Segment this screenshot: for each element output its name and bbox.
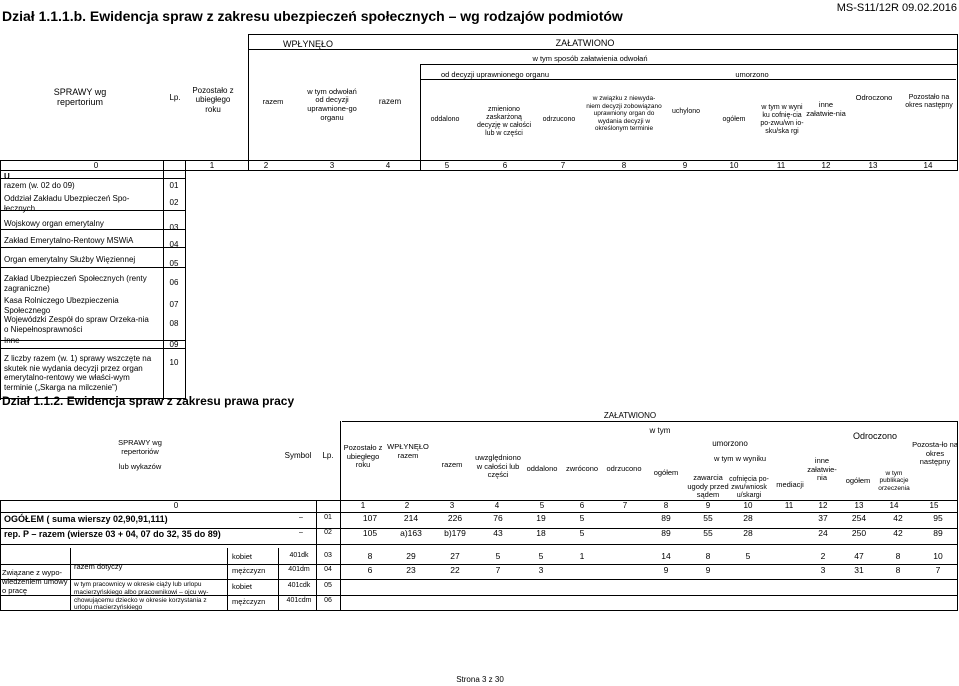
t2-cell: 105 <box>362 528 378 538</box>
t2-cell: 18 <box>536 528 546 538</box>
t1-row-label: Zakład Emerytalno-Rentowy MSWiA <box>4 236 134 245</box>
hdr-odroczono: Odroczono <box>855 92 893 102</box>
t2-cell: 47 <box>854 551 864 561</box>
t2-cell: b)179 <box>444 528 466 538</box>
hdr-wtym-odwolan: w tym odwołań od decyzji uprawnione-go organu <box>307 86 357 122</box>
t1-row-lp: 09 <box>169 340 179 349</box>
t1-col-number: 9 <box>682 161 688 170</box>
t2-cell: 55 <box>703 528 713 538</box>
t2-cell: 9 <box>705 565 711 575</box>
hdr-lp: Lp. <box>169 93 181 103</box>
t1-row-label: Inne <box>4 336 20 345</box>
t2-col-number: 12 <box>818 501 828 510</box>
t1-col-number: 10 <box>729 161 739 170</box>
page-number: Strona 3 z 30 <box>456 675 504 684</box>
t2-cell: 8 <box>895 565 901 575</box>
t2-row-lp: 05 <box>324 582 332 589</box>
hdr-razem-2: razem <box>378 97 402 107</box>
t1-col-number: 13 <box>868 161 878 170</box>
t2-row-lp: 02 <box>324 529 332 536</box>
t2-cell: 43 <box>493 528 503 538</box>
t2-hdr-inne: inne załatwie-nia <box>807 456 837 483</box>
t2-cell: 3 <box>820 565 826 575</box>
t1-col-number: 1 <box>209 161 215 170</box>
t1-row-label: Wojewódzki Zespół do spraw Orzeka-nia o Niepełnosprawności <box>4 315 149 334</box>
t2-cell: 42 <box>893 513 903 523</box>
t2-cell: 226 <box>447 513 463 523</box>
t1-col-number: 11 <box>776 161 786 170</box>
t1-col-number: 8 <box>621 161 627 170</box>
hdr-oddalono: oddalono <box>430 115 460 123</box>
t2-cell: 37 <box>818 513 828 523</box>
t2-cell: 89 <box>933 528 943 538</box>
t2-sub-dotyczy: razem dotyczy <box>74 562 123 571</box>
t2-row-symbol: 401cdk <box>287 582 311 589</box>
hdr-inne: inne załatwie-nia <box>806 100 846 118</box>
line <box>0 500 958 501</box>
t2-cell: 42 <box>893 528 903 538</box>
t2-cell: 89 <box>661 513 671 523</box>
t2-col-number: 14 <box>889 501 899 510</box>
t2-cell: 1 <box>579 551 585 561</box>
t2-side-group: Związane z wypo-wiedzeniem umowy o pracę <box>2 568 68 595</box>
t2-cell: 28 <box>743 528 753 538</box>
t2-cell: 7 <box>495 565 501 575</box>
t2-cell: 8 <box>705 551 711 561</box>
t2-cell: 8 <box>367 551 373 561</box>
t2-cell: 5 <box>579 513 585 523</box>
hdr-pozostalo-next: Pozostało na okres następny <box>905 93 953 109</box>
group-zalatwiono: ZAŁATWIONO <box>555 38 615 48</box>
t2-col-number: 5 <box>539 501 545 510</box>
t2-cell: 23 <box>406 565 416 575</box>
t1-row-lp: 08 <box>169 319 179 328</box>
t2-cell: 5 <box>495 551 501 561</box>
t2-cell: 28 <box>743 513 753 523</box>
t2-col-number: 2 <box>404 501 410 510</box>
t2-row-label: kobiet <box>232 582 253 591</box>
t2-cell: 5 <box>579 528 585 538</box>
t1-col-number: 14 <box>923 161 933 170</box>
hdr-sprawy: SPRAWY wg repertorium <box>53 86 107 107</box>
t2-hdr-oddalono: oddalono <box>526 463 558 473</box>
t2-col-number: 7 <box>622 501 628 510</box>
t2-row-label: OGÓŁEM ( suma wierszy 02,90,91,111) <box>4 514 168 524</box>
t2-cell: 31 <box>854 565 864 575</box>
hdr-ogolem: ogółem <box>722 115 746 123</box>
t1-row-label: Organ emerytalny Służby Więziennej <box>4 255 136 264</box>
t2-cell: 22 <box>450 565 460 575</box>
hdr-zw-niewydaniem: w związku z niewyda-niem decyzji zobowiązano uprawniony organ do wydania decyzji w określonym terminie <box>586 95 662 133</box>
line <box>957 421 958 610</box>
form-code: MS-S11/12R 09.02.2016 <box>836 2 957 14</box>
t2-col-number: 11 <box>784 501 794 510</box>
t1-row-label: Z liczby razem (w. 1) sprawy wszczęte na skutek nie wydania decyzji przez organ emerytalno-rentowy we właści-wym terminie („Skarga na milczenie”) <box>4 354 152 392</box>
t2-row-symbol: 401dk <box>289 552 309 559</box>
t2-row-symbol: 401dm <box>288 566 310 573</box>
t1-row-lp: 01 <box>169 181 179 190</box>
hdr-zmieniono: zmieniono zaskarżoną decyzję w całości lub w części <box>476 105 532 138</box>
t2-hdr-ugody: zawarcia ugody przed sądem <box>687 473 729 500</box>
t2-group-umorzono: umorzono <box>712 439 748 448</box>
t2-row-label: mężczyzn <box>232 566 266 575</box>
t2-cell: 76 <box>493 513 503 523</box>
t2-row-symbol: – <box>299 529 303 536</box>
t2-cell: 6 <box>367 565 373 575</box>
t1-col-number: 4 <box>385 161 391 170</box>
t1-col-number: 3 <box>329 161 335 170</box>
t2-cell: 27 <box>450 551 460 561</box>
t2-col-number: 8 <box>663 501 669 510</box>
line <box>0 579 958 580</box>
t2-col-number: 9 <box>705 501 711 510</box>
t1-col-number: 6 <box>502 161 508 170</box>
t2-cell: 3 <box>538 565 544 575</box>
t2-row-lp: 01 <box>324 514 332 521</box>
t1-col-number: 7 <box>560 161 566 170</box>
group-umorzono: umorzono <box>735 70 769 79</box>
t2-cell: 250 <box>851 528 867 538</box>
t1-row-lp: 10 <box>169 358 179 367</box>
hdr-odrzucono: odrzucono <box>542 115 576 123</box>
t2-cell: 7 <box>935 565 941 575</box>
t2-hdr-lub: lub wykazów <box>118 461 162 471</box>
t2-group-zalatwiono: ZAŁATWIONO <box>603 411 657 420</box>
hdr-razem-1: razem <box>262 96 284 106</box>
t1-row-label: Oddział Zakładu Ubezpieczeń Spo-łecznych <box>4 194 130 213</box>
line <box>0 512 958 513</box>
t1-row-lp: 04 <box>169 240 179 249</box>
line <box>0 544 958 545</box>
line <box>340 421 341 610</box>
t2-row-lp: 03 <box>324 552 332 559</box>
line <box>0 528 958 529</box>
t2-cell: 2 <box>820 551 826 561</box>
t2-cell: 5 <box>745 551 751 561</box>
t2-hdr-razem: razem <box>441 459 463 469</box>
t1-col-number: 5 <box>444 161 450 170</box>
t2-col-number: 6 <box>579 501 585 510</box>
t2-cell: 89 <box>661 528 671 538</box>
t2-hdr-odrzucono: odrzucono <box>606 463 642 473</box>
hdr-pozostalo: Pozostało z ubiegłego roku <box>192 86 234 114</box>
hdr-uchylono: uchylono <box>671 107 701 115</box>
t2-hdr-cofniecia: cofnięcia po-zwu/wniosk u/skargi <box>729 475 769 500</box>
t2-cell: 5 <box>538 551 544 561</box>
t1-row-lp: 07 <box>169 300 179 309</box>
t2-hdr-pozostalo-next: Pozosta-ło na okres następny <box>912 440 958 467</box>
line <box>227 548 228 610</box>
t2-cell: 14 <box>661 551 671 561</box>
t2-col-number: 1 <box>360 501 366 510</box>
line <box>342 421 958 422</box>
group-wplynelo: WPŁYNĘŁO <box>282 39 333 49</box>
group-od-decyzji: od decyzji uprawnionego organu <box>441 70 549 79</box>
t1-row-lp: 05 <box>169 259 179 268</box>
t2-cell: 254 <box>851 513 867 523</box>
t2-cell: 107 <box>362 513 378 523</box>
t2-cell: a)163 <box>400 528 422 538</box>
t2-col-number: 13 <box>854 501 864 510</box>
t1-row-label: U <box>4 172 10 181</box>
line <box>316 500 317 610</box>
line <box>70 548 71 610</box>
t2-hdr-lp: Lp. <box>322 451 334 461</box>
t2-hdr-wplynelo: WPŁYNĘŁO razem <box>387 442 429 460</box>
t2-col-number: 4 <box>494 501 500 510</box>
hdr-wtym-wyniku: w tym w wyniku cofnię-cia po-zwu/wn io-sku/ska rgi <box>760 103 804 136</box>
t1-row-lp: 06 <box>169 278 179 287</box>
t2-row-label: mężczyzn <box>232 597 266 606</box>
t1-row-label: Wojskowy organ emerytalny <box>4 219 104 228</box>
line <box>278 548 279 610</box>
t2-col-number: 0 <box>173 501 179 510</box>
t2-row-lp: 06 <box>324 597 332 604</box>
t2-cell: 29 <box>406 551 416 561</box>
t2-group-wtym-wyniku: w tym w wyniku <box>713 454 767 463</box>
t2-cell: 55 <box>703 513 713 523</box>
t2-hdr-odr-publikacje: w tym publikacje orzeczenia <box>878 469 910 492</box>
t2-row-symbol: – <box>299 514 303 521</box>
line <box>0 500 1 610</box>
t2-hdr-odr-ogolem: ogółem <box>845 475 871 485</box>
t2-hdr-pozostalo: Pozostało z ubiegłego roku <box>343 443 383 470</box>
t2-col-number: 3 <box>449 501 455 510</box>
t1-col-number: 2 <box>263 161 269 170</box>
page-title: Dział 1.1.1.b. Ewidencja spraw z zakresu ubezpieczeń społecznych – wg rodzajów podmiotów <box>2 8 623 24</box>
t2-cell: 9 <box>663 565 669 575</box>
t1-row-label: Kasa Rolniczego Ubezpieczenia Społecznego <box>4 296 119 315</box>
t1-col-number: 12 <box>821 161 831 170</box>
t2-cell: 8 <box>895 551 901 561</box>
t1-row-label: razem (w. 02 do 09) <box>4 181 75 190</box>
t2-cell: 95 <box>933 513 943 523</box>
section-2-title: Dział 1.1.2. Ewidencja spraw z zakresu prawa pracy <box>2 394 295 408</box>
t2-hdr-odroczono: Odroczono <box>852 430 898 441</box>
t1-row-lp: 02 <box>169 198 179 207</box>
t2-row-symbol: 401cdm <box>286 597 312 604</box>
t2-group-wtym: w tym <box>649 426 671 435</box>
t2-cell: 10 <box>933 551 943 561</box>
t2-cell: 19 <box>536 513 546 523</box>
t2-hdr-symbol: Symbol <box>284 451 312 461</box>
t2-row-lp: 04 <box>324 566 332 573</box>
t2-hdr-sprawy: SPRAWY wg repertoriów <box>118 438 162 456</box>
t2-sub-pracownicy: w tym pracownicy w okresie ciąży lub urlopu macierzyńskiego albo pracownikowi – ojcu wy-chowującemu dziecko w okresie korzystania z urlopu macierzyńskiego <box>74 581 209 612</box>
t2-hdr-ogolem: ogółem <box>653 467 679 477</box>
t2-hdr-mediacji: mediacji <box>776 479 804 489</box>
t2-cell: 24 <box>818 528 828 538</box>
t1-row-lp: 03 <box>169 223 179 232</box>
group-sposob: w tym sposób załatwienia odwołań <box>532 54 648 63</box>
t2-col-number: 15 <box>929 501 939 510</box>
t1-row-label: Zakład Ubezpieczeń Społecznych (renty zagraniczne) <box>4 274 147 293</box>
t1-col-number: 0 <box>93 161 99 170</box>
t2-cell: 214 <box>403 513 419 523</box>
t2-row-label: kobiet <box>232 552 253 561</box>
t2-hdr-zwrocono: zwrócono <box>565 463 599 473</box>
t2-row-label: rep. P – razem (wiersze 03 + 04, 07 do 32, 35 do 89) <box>4 529 221 539</box>
t2-col-number: 10 <box>743 501 753 510</box>
t2-hdr-uwzgl: uwzględniono w całości lub części <box>475 453 521 480</box>
